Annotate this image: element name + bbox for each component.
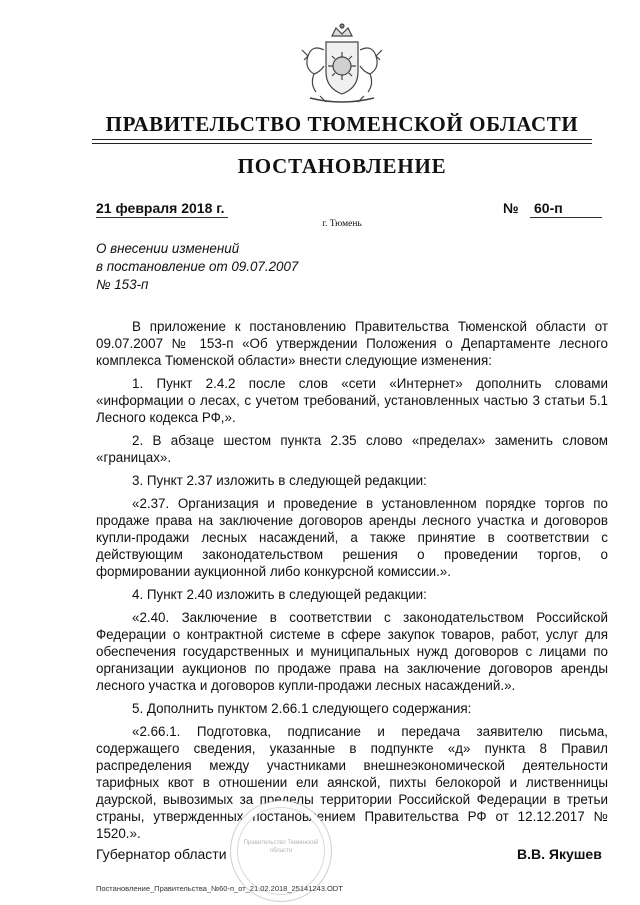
body-paragraph: «2.66.1. Подготовка, подписание и передача заявителю письма, содержащего сведения, указанные в подпункте «д» пункта 8 Правил распределения между участниками внешнеэкономической деятельности тарифных квот в отношении ели аянской, пихты белокорой и лиственницы даурской, вывозимых за пределы территории Российской Федерации в третьи страны, утвержденных постановлением Правительства РФ от 12.12.2017 № 1520.». xyxy=(96,724,608,841)
subject-line: № 153-п xyxy=(96,277,149,292)
file-footer: Постановление_Правительства_№60-п_от_21.02.2018_25141243.ODT xyxy=(96,884,343,893)
body-paragraph: В приложение к постановлению Правительства Тюменской области от 09.07.2007 № 153-п «Об утверждении Положения о Департаменте лесного комплекса Тюменской области» внести следующие изменения: xyxy=(96,319,608,368)
document-number: 60-п xyxy=(530,200,602,218)
body-paragraph: «2.40. Заключение в соответствии с законодательством Российской Федерации о контрактной системе в сфере закупок товаров, работ, услуг для обеспечения государственных и муниципальных нужд договоров с лицами по организации аукционов по продаже права на заключение договоров аренды лесного участка и договоров купли-продажи лесных насаждений.». xyxy=(96,610,608,693)
signatory-name: В.В. Якушев xyxy=(517,846,602,862)
city-label: г. Тюмень xyxy=(322,219,362,229)
number-sign: № xyxy=(503,200,519,216)
body-paragraph: 1. Пункт 2.4.2 после слов «сети «Интернет» дополнить словами «информации о лесах, с учетом требований, установленных частью 3 статьи 5.1 Лесного кодекса РФ,». xyxy=(96,376,608,425)
header-divider xyxy=(92,139,592,140)
government-title: ПРАВИТЕЛЬСТВО ТЮМЕНСКОЙ ОБЛАСТИ xyxy=(105,112,579,136)
document-subject xyxy=(96,240,298,294)
body-paragraph: 5. Дополнить пунктом 2.66.1 следующего содержания: xyxy=(132,701,472,716)
coat-of-arms-icon xyxy=(296,22,388,108)
stamp-text: Правительство Тюменской области xyxy=(243,840,319,854)
body-paragraph: «2.37. Организация и проведение в установленном порядке торгов по продаже права на заключение договоров аренды лесного участка и договоров купли-продажи лесных насаждений, а также принятие в соответствии с действующим законодательством решения о проведении торгов, о формировании аукционной либо конкурсной комиссии.». xyxy=(96,496,608,579)
signatory-position: Губернатор области xyxy=(96,846,227,862)
body-paragraph: 4. Пункт 2.40 изложить в следующей редакции: xyxy=(132,587,427,602)
body-paragraph: 3. Пункт 2.37 изложить в следующей редакции: xyxy=(132,473,427,488)
document-body xyxy=(96,318,608,848)
document-date: 21 февраля 2018 г. xyxy=(96,200,228,218)
header-divider xyxy=(92,143,592,144)
document-type-heading: ПОСТАНОВЛЕНИЕ xyxy=(237,154,447,178)
subject-line: О внесении изменений xyxy=(96,241,240,256)
subject-line: в постановление от 09.07.2007 xyxy=(96,259,299,274)
body-paragraph: 2. В абзаце шестом пункта 2.35 слово «пределах» заменить словом «границах». xyxy=(96,433,608,465)
